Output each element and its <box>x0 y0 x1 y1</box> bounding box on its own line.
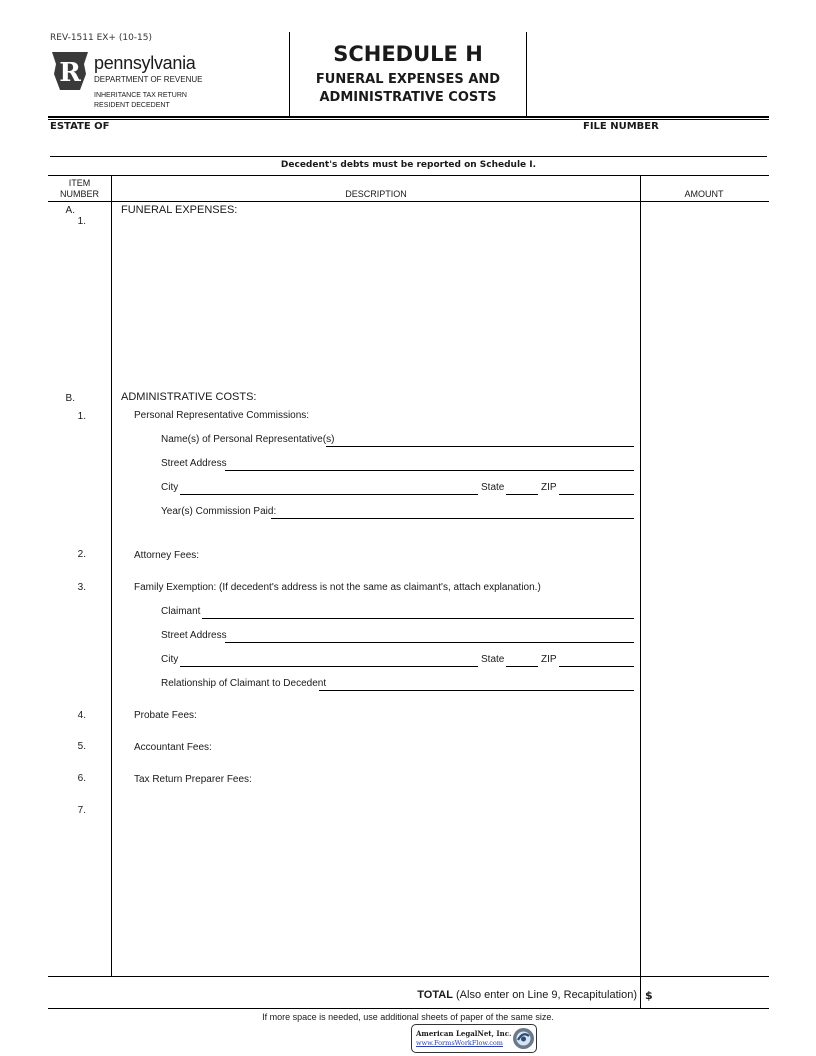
section-a-letter: A. <box>65 205 75 216</box>
estate-line[interactable] <box>50 156 767 157</box>
agency-name: pennsylvania <box>94 53 196 73</box>
vendor-url[interactable]: www.FormsWorkFlow.com <box>416 1039 503 1047</box>
section-a-title: FUNERAL EXPENSES: <box>121 204 238 216</box>
table-top-rule <box>48 175 769 176</box>
col-header-amount: AMOUNT <box>684 189 724 199</box>
pr-zip-field[interactable] <box>559 494 634 495</box>
keystone-logo-icon <box>50 52 90 90</box>
pr-years-label: Year(s) Commission Paid: <box>161 506 277 517</box>
col-header-description: DESCRIPTION <box>345 189 407 199</box>
funeral-expenses-amount-area[interactable] <box>642 204 767 384</box>
item-b7-description-area[interactable] <box>113 800 639 970</box>
fe-state-field[interactable] <box>506 666 538 667</box>
vendor-name: American LegalNet, Inc. <box>416 1029 512 1038</box>
item-b3-label: Family Exemption: (If decedent's address is not the same as claimant's, attach explanation.) <box>134 582 541 593</box>
section-b-letter: B. <box>65 393 75 404</box>
schedule-subtitle-2: ADMINISTRATIVE COSTS <box>319 90 497 105</box>
item-b4-number: 4. <box>77 710 86 721</box>
fe-relationship-field[interactable] <box>319 690 634 691</box>
item-b6-label: Tax Return Preparer Fees: <box>134 774 252 785</box>
fe-claimant-label: Claimant <box>161 606 201 617</box>
header-rule-bottom <box>48 119 769 120</box>
item-b6-number: 6. <box>77 773 86 784</box>
fe-city-field[interactable] <box>180 666 478 667</box>
fe-state-label: State <box>481 654 505 665</box>
fe-street-label: Street Address <box>161 630 227 641</box>
table-header-rule <box>48 201 769 202</box>
vendor-badge[interactable] <box>411 1024 537 1053</box>
col-header-item-line-1: ITEM <box>68 178 91 188</box>
col-divider-item <box>111 175 112 976</box>
item-b7-number: 7. <box>77 805 86 816</box>
fe-claimant-field[interactable] <box>202 618 634 619</box>
form-code: REV-1511 EX+ (10-15) <box>50 33 153 43</box>
item-b5-label: Accountant Fees: <box>134 742 212 753</box>
funeral-expenses-description-area[interactable] <box>113 222 639 382</box>
fe-relationship-label: Relationship of Claimant to Decedent <box>161 678 327 689</box>
pr-city-field[interactable] <box>180 494 478 495</box>
department-name: DEPARTMENT OF REVENUE <box>94 75 203 84</box>
fe-city-label: City <box>161 654 179 665</box>
title-box-right-border <box>526 32 527 116</box>
total-label-row <box>300 989 637 1001</box>
debts-note: Decedent's debts must be reported on Schedule I. <box>280 160 537 170</box>
table-bottom-rule <box>48 976 769 977</box>
more-space-note: If more space is needed, use additional sheets of paper of the same size. <box>262 1012 554 1022</box>
item-b2-number: 2. <box>77 549 86 560</box>
pr-city-label: City <box>161 482 179 493</box>
admin-costs-amount-area[interactable] <box>642 390 767 974</box>
pr-street-field[interactable] <box>225 470 634 471</box>
pr-state-field[interactable] <box>506 494 538 495</box>
item-b3-number: 3. <box>77 582 86 593</box>
svg-text:R: R <box>59 58 81 88</box>
fe-zip-field[interactable] <box>559 666 634 667</box>
estate-of-label: ESTATE OF <box>50 121 110 132</box>
item-b2-label: Attorney Fees: <box>134 550 200 561</box>
return-type-line-2: RESIDENT DECEDENT <box>94 102 170 109</box>
fe-zip-label: ZIP <box>541 654 557 665</box>
total-label: TOTAL <box>417 989 453 1001</box>
section-a-item-1-number: 1. <box>77 216 86 227</box>
item-b1-label: Personal Representative Commissions: <box>134 410 310 421</box>
col-header-item <box>48 178 111 200</box>
header-rule-top <box>48 116 769 118</box>
pr-state-label: State <box>481 482 505 493</box>
item-b4-label: Probate Fees: <box>134 710 197 721</box>
vendor-globe-icon <box>512 1027 535 1050</box>
col-divider-amount <box>640 175 641 1008</box>
total-note: (Also enter on Line 9, Recapitulation) <box>456 989 637 1001</box>
schedule-title: SCHEDULE H <box>333 42 483 66</box>
pr-years-field[interactable] <box>271 518 634 519</box>
file-number-label: FILE NUMBER <box>583 121 659 132</box>
total-amount-field[interactable] <box>656 986 767 1006</box>
total-currency: $ <box>645 989 653 1002</box>
item-b1-number: 1. <box>77 411 86 422</box>
return-type-line-1: INHERITANCE TAX RETURN <box>94 92 187 99</box>
pr-names-field[interactable] <box>326 446 634 447</box>
pr-zip-label: ZIP <box>541 482 557 493</box>
pr-names-label: Name(s) of Personal Representative(s) <box>161 434 335 445</box>
section-b-title: ADMINISTRATIVE COSTS: <box>121 391 257 403</box>
item-b5-number: 5. <box>77 741 86 752</box>
col-header-item-line-2: NUMBER <box>59 189 99 199</box>
fe-street-field[interactable] <box>225 642 634 643</box>
total-bottom-rule <box>48 1008 769 1009</box>
pr-street-label: Street Address <box>161 458 227 469</box>
schedule-subtitle-1: FUNERAL EXPENSES AND <box>315 72 501 87</box>
